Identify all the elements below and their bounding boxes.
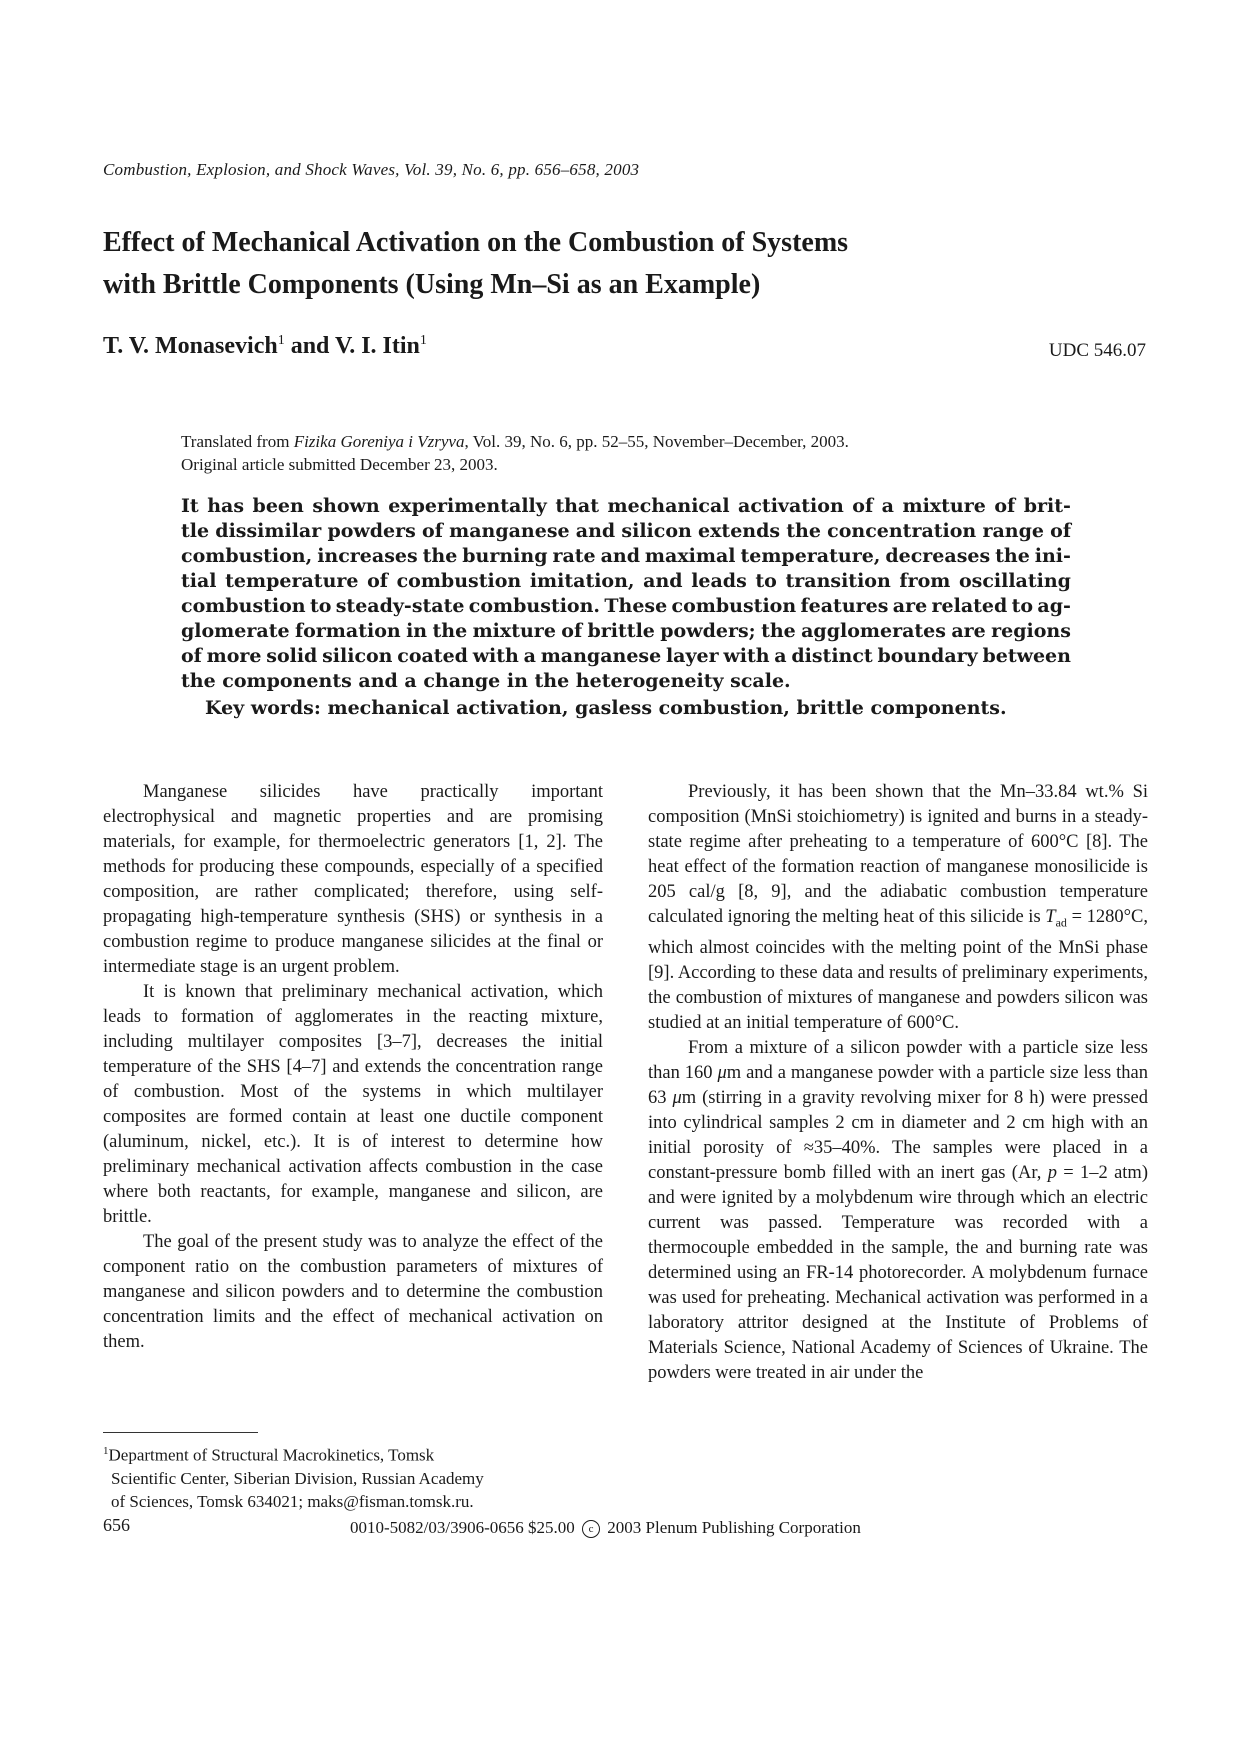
abstract-line: combustion to steady-state combustion. These combustion features are related to ag- [181,595,1071,617]
journal-citation: Combustion, Explosion, and Shock Waves, Vol. 39, No. 6, pp. 656–658, 2003 [103,160,640,179]
article-code: 0010-5082/03/3906-0656 $25.00 [350,1518,575,1537]
footnote-mark: 1 [103,1445,109,1457]
translated-prefix: Translated from [181,432,294,451]
abstract-last-line: the components and a change in the heterogeneity scale. [181,670,791,692]
author-1: T. V. Monasevich [103,333,278,359]
paragraph: From a mixture of a silicon powder with a particle size less than 160 μm and a manganese powder with a particle size less than 63 μm (stirring in a gravity revolving mixer for 8 h) were pressed into cylindrical samples 2 cm in diameter and 2 cm high with an initial porosity of ≈35–40%. The samples were placed in a constant-pressure bomb filled with an inert gas (Ar, p = 1–2 atm) and were ignited by a molybdenum wire through which an electric current was passed. Temperature was recorded with a thermocouple embedded in the sample, the and burning rate was determined using an FR-14 photorecorder. A molybdenum furnace was used for preheating. Mechanical activation was performed in a laboratory attritor designed at the Institute of Problems of Materials Science, National Academy of Sciences of Ukraine. The powders were treated in air under the [648,1037,1148,1383]
paragraph: Previously, it has been shown that the Mn–33.84 wt.% Si composition (MnSi stoichiometry) is ignited and burns in a steady-state regime after preheating to a temperature of 600°C [8]. The heat effect of the formation reaction of manganese monosilicide is 205 cal/g [8, 9], and the adiabatic combustion temperature calculated ignoring the melting heat of this silicide is $T_{ad} = 1280^\circ C$, which almost coincides with the melting point of the MnSi phase [9]. According to these data and results of preliminary experiments, the combustion of mixtures of manganese and powders silicon was studied at an initial temperature of 600°C. [648,782,1149,1033]
author-2: V. I. Itin [334,333,420,359]
left-column [103,780,603,1355]
abstract-line: combustion, increases the burning rate and maximal temperature, decreases the ini- [181,545,1071,567]
abstract-line: tial temperature of combustion imitation, and leads to transition from oscillating [181,570,1071,592]
source-journal: Fizika Goreniya i Vzryva [293,432,465,451]
title-line-2: with Brittle Components (Using Mn–Si as an Example) [103,269,761,300]
translated-suffix: , Vol. 39, No. 6, pp. 52–55, November–December, 2003. [464,432,849,451]
abstract-line: glomerate formation in the mixture of brittle powders; the agglomerates are regions [181,620,1071,642]
article-title [103,222,1103,306]
author-1-affiliation: 1 [277,333,285,348]
abstract-line: of more solid silicon coated with a manganese layer with a distinct boundary between [181,645,1071,667]
authors [103,333,427,360]
copyright-line [350,1518,861,1538]
publisher: 2003 Plenum Publishing Corporation [607,1518,861,1537]
abstract [181,494,1071,694]
title-line-1: Effect of Mechanical Activation on the Combustion of Systems [103,227,849,258]
keywords: Key words: mechanical activation, gasless combustion, brittle components. [205,697,1007,719]
right-column [648,780,1148,1386]
footnote-divider [103,1432,258,1433]
t-ad-subscript: ad [1055,915,1067,930]
authors-and: and [284,333,335,359]
copyright-icon: c [582,1520,600,1538]
paragraph: It is known that preliminary mechanical activation, which leads to formation of agglomerates in the reacting mixture, including multilayer composites [3–7], decreases the initial temperature of the SHS [4–7] and extends the concentration range of combustion. Most of the systems in which multilayer composites are formed contain at least one ductile component (aluminum, nickel, etc.). It is of interest to determine how preliminary mechanical activation affects combustion in the case where both reactants, for example, manganese and silicon, are brittle. [103,982,603,1227]
page-number: 656 [103,1515,130,1535]
paragraph: The goal of the present study was to analyze the effect of the component ratio on the combustion parameters of mixtures of manganese and silicon powders and to determine the combustion concentration limits and the effect of mechanical activation on them. [103,1232,603,1352]
udc-code: UDC 546.07 [1048,340,1146,361]
t-ad-symbol: T [1045,907,1056,927]
translation-note [181,430,849,476]
submission-date: Original article submitted December 23, 2003. [181,455,498,474]
abstract-line: It has been shown experimentally that mechanical activation of a mixture of brit- [181,495,1071,517]
author-2-affiliation: 1 [419,333,427,348]
footnote: $^1$Department of Structural Macrokinetics, Tomsk Scientific Center, Siberian Division, Russian Academy of Sciences, Tomsk 634021; maks@fisman.tomsk.ru. [103,1445,484,1511]
paragraph: Manganese silicides have practically important electrophysical and magnetic properties and are promising materials, for example, for thermoelectric generators [1, 2]. The methods for producing these compounds, especially of a specified composition, are rather complicated; therefore, using self-propagating high-temperature synthesis (SHS) or synthesis in a combustion regime to produce manganese silicides at the final or intermediate stage is an urgent problem. [103,782,603,977]
abstract-line: tle dissimilar powders of manganese and silicon extends the concentration range of [181,520,1071,542]
